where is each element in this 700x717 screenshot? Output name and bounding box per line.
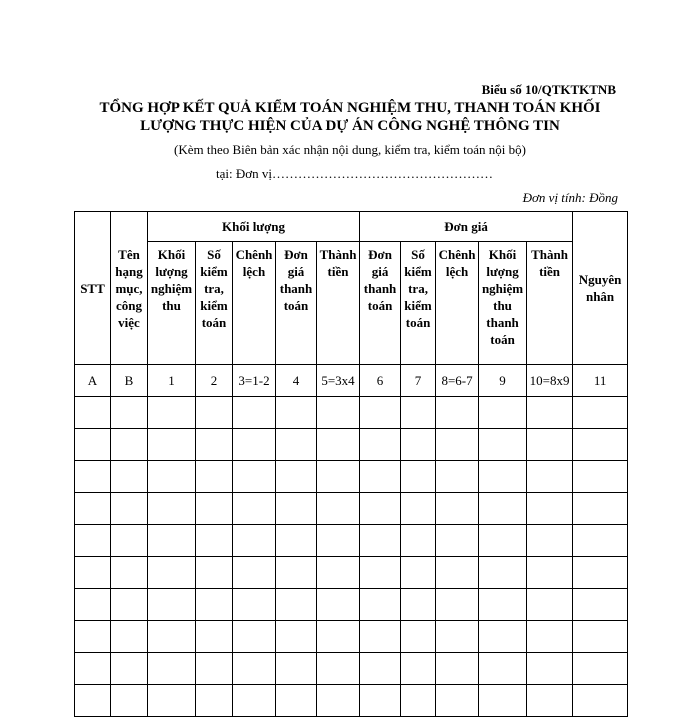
index-cell: 11 (573, 365, 628, 397)
table-cell (573, 685, 628, 717)
table-cell (148, 621, 196, 653)
table-cell (527, 653, 573, 685)
header-stt: STT (75, 212, 111, 365)
table-cell (436, 461, 479, 493)
header-nguyen-nhan: Nguyên nhân (573, 212, 628, 365)
table-cell (111, 429, 148, 461)
table-cell (317, 621, 360, 653)
table-row (75, 557, 628, 589)
header-group-khoi-luong: Khối lượng (148, 212, 360, 242)
table-cell (401, 493, 436, 525)
table-cell (401, 621, 436, 653)
table-cell (317, 685, 360, 717)
table-cell (527, 397, 573, 429)
currency-note: Đơn vị tính: Đồng (522, 190, 618, 205)
index-cell: 8=6-7 (436, 365, 479, 397)
unit-line: tại: Đơn vị…………………………………………… (216, 166, 493, 181)
table-cell (360, 685, 401, 717)
table-cell (360, 461, 401, 493)
index-cell: 6 (360, 365, 401, 397)
table-cell (436, 621, 479, 653)
table-cell (111, 589, 148, 621)
table-cell (148, 557, 196, 589)
header-kl-col: Khối lượng nghiệm thu (148, 242, 196, 365)
table-cell (317, 557, 360, 589)
table-cell (111, 525, 148, 557)
header-row-columns (75, 242, 628, 365)
table-cell (479, 621, 527, 653)
table-cell (479, 685, 527, 717)
header-kl-col: Thành tiền (317, 242, 360, 365)
table-cell (401, 429, 436, 461)
table-cell (436, 429, 479, 461)
table-cell (233, 525, 276, 557)
table-cell (479, 461, 527, 493)
table-cell (573, 621, 628, 653)
table-cell (479, 429, 527, 461)
table-row (75, 429, 628, 461)
table-cell (148, 525, 196, 557)
header-row-groups (75, 212, 628, 242)
table-cell (276, 557, 317, 589)
table-cell (111, 557, 148, 589)
table-cell (401, 557, 436, 589)
table-cell (527, 429, 573, 461)
table-cell (75, 557, 111, 589)
table-cell (148, 397, 196, 429)
index-cell: B (111, 365, 148, 397)
table-cell (401, 589, 436, 621)
table-cell (196, 461, 233, 493)
table-cell (360, 525, 401, 557)
table-cell (111, 397, 148, 429)
table-cell (573, 429, 628, 461)
summary-table (74, 211, 628, 717)
table-cell (276, 397, 317, 429)
table-cell (276, 653, 317, 685)
table-row (75, 461, 628, 493)
table-cell (573, 461, 628, 493)
index-cell: 5=3x4 (317, 365, 360, 397)
table-cell (148, 429, 196, 461)
table-cell (401, 685, 436, 717)
table-cell (276, 589, 317, 621)
form-code: Biểu số 10/QTKTKTNB (481, 82, 616, 97)
table-cell (317, 525, 360, 557)
table-cell (317, 493, 360, 525)
table-cell (111, 653, 148, 685)
header-item-name: Tên hạng mục, công việc (111, 212, 148, 365)
table-cell (276, 461, 317, 493)
header-dg-col: Thành tiền (527, 242, 573, 365)
table-cell (573, 525, 628, 557)
table-cell (233, 685, 276, 717)
table-cell (573, 589, 628, 621)
table-cell (233, 621, 276, 653)
table-cell (148, 461, 196, 493)
header-dg-col: Chênh lệch (436, 242, 479, 365)
table-cell (360, 397, 401, 429)
table-cell (360, 653, 401, 685)
table-cell (196, 685, 233, 717)
table-cell (436, 557, 479, 589)
table-row (75, 493, 628, 525)
table-cell (360, 589, 401, 621)
table-cell (436, 525, 479, 557)
table-cell (527, 589, 573, 621)
table-row (75, 685, 628, 717)
table-cell (276, 493, 317, 525)
document-title (0, 99, 700, 135)
table-cell (573, 493, 628, 525)
table-cell (111, 685, 148, 717)
index-cell: 7 (401, 365, 436, 397)
header-dg-col: Số kiểm tra, kiểm toán (401, 242, 436, 365)
index-cell: 4 (276, 365, 317, 397)
table-cell (479, 397, 527, 429)
index-cell: 1 (148, 365, 196, 397)
table-cell (75, 589, 111, 621)
table-cell (233, 653, 276, 685)
header-kl-col: Số kiểm tra, kiểm toán (196, 242, 233, 365)
table-cell (75, 493, 111, 525)
table-row (75, 525, 628, 557)
table-cell (75, 653, 111, 685)
table-row (75, 621, 628, 653)
title-line-2: LƯỢNG THỰC HIỆN CỦA DỰ ÁN CÔNG NGHỆ THÔNG TIN (140, 118, 560, 134)
table-cell (233, 589, 276, 621)
table-cell (360, 557, 401, 589)
index-cell: 10=8x9 (527, 365, 573, 397)
table-cell (527, 493, 573, 525)
table-cell (148, 653, 196, 685)
table-cell (148, 685, 196, 717)
table-cell (479, 653, 527, 685)
table-cell (276, 429, 317, 461)
header-kl-col: Chênh lệch (233, 242, 276, 365)
table-cell (233, 461, 276, 493)
table-cell (75, 461, 111, 493)
table-cell (233, 557, 276, 589)
table-cell (360, 493, 401, 525)
table-cell (75, 429, 111, 461)
table-cell (276, 621, 317, 653)
table-row (75, 397, 628, 429)
table-cell (527, 685, 573, 717)
table-cell (196, 557, 233, 589)
table-cell (527, 461, 573, 493)
table-cell (75, 525, 111, 557)
table-cell (196, 653, 233, 685)
table-cell (111, 461, 148, 493)
table-cell (436, 685, 479, 717)
table-cell (479, 493, 527, 525)
table-cell (436, 589, 479, 621)
table-cell (317, 397, 360, 429)
header-group-don-gia: Đơn giá (360, 212, 573, 242)
index-cell: A (75, 365, 111, 397)
table-cell (317, 589, 360, 621)
subtitle: (Kèm theo Biên bản xác nhận nội dung, kiểm tra, kiểm toán nội bộ) (174, 142, 526, 157)
table-cell (479, 557, 527, 589)
index-cell: 2 (196, 365, 233, 397)
table-cell (573, 397, 628, 429)
table-cell (75, 397, 111, 429)
table-cell (317, 653, 360, 685)
table-cell (196, 589, 233, 621)
blank-rows (75, 397, 628, 717)
table-cell (75, 621, 111, 653)
table-cell (111, 493, 148, 525)
table-row (75, 589, 628, 621)
table-cell (573, 557, 628, 589)
header-kl-col: Đơn giá thanh toán (276, 242, 317, 365)
table-cell (317, 461, 360, 493)
table-cell (527, 621, 573, 653)
table-cell (401, 397, 436, 429)
table-cell (479, 525, 527, 557)
table-cell (317, 429, 360, 461)
table-cell (360, 621, 401, 653)
header-dg-col: Đơn giá thanh toán (360, 242, 401, 365)
index-row (75, 365, 628, 397)
table-cell (527, 557, 573, 589)
table-cell (479, 589, 527, 621)
table-cell (276, 685, 317, 717)
title-line-1: TỔNG HỢP KẾT QUẢ KIỂM TOÁN NGHIỆM THU, THANH TOÁN KHỐI (99, 100, 601, 116)
table-cell (573, 653, 628, 685)
table-cell (436, 653, 479, 685)
table-cell (148, 589, 196, 621)
table-cell (233, 493, 276, 525)
table-cell (75, 685, 111, 717)
table-cell (196, 429, 233, 461)
table-cell (401, 461, 436, 493)
table-cell (527, 525, 573, 557)
index-cell: 9 (479, 365, 527, 397)
table-cell (233, 397, 276, 429)
table-cell (436, 397, 479, 429)
header-dg-col: Khối lượng nghiệm thu thanh toán (479, 242, 527, 365)
table-cell (196, 525, 233, 557)
table-cell (401, 653, 436, 685)
table-cell (196, 621, 233, 653)
table-cell (196, 493, 233, 525)
table-cell (401, 525, 436, 557)
table-cell (111, 621, 148, 653)
table-cell (148, 493, 196, 525)
table-row (75, 653, 628, 685)
index-cell: 3=1-2 (233, 365, 276, 397)
table-cell (360, 429, 401, 461)
table-cell (233, 429, 276, 461)
table-cell (196, 397, 233, 429)
table-cell (276, 525, 317, 557)
table-cell (436, 493, 479, 525)
